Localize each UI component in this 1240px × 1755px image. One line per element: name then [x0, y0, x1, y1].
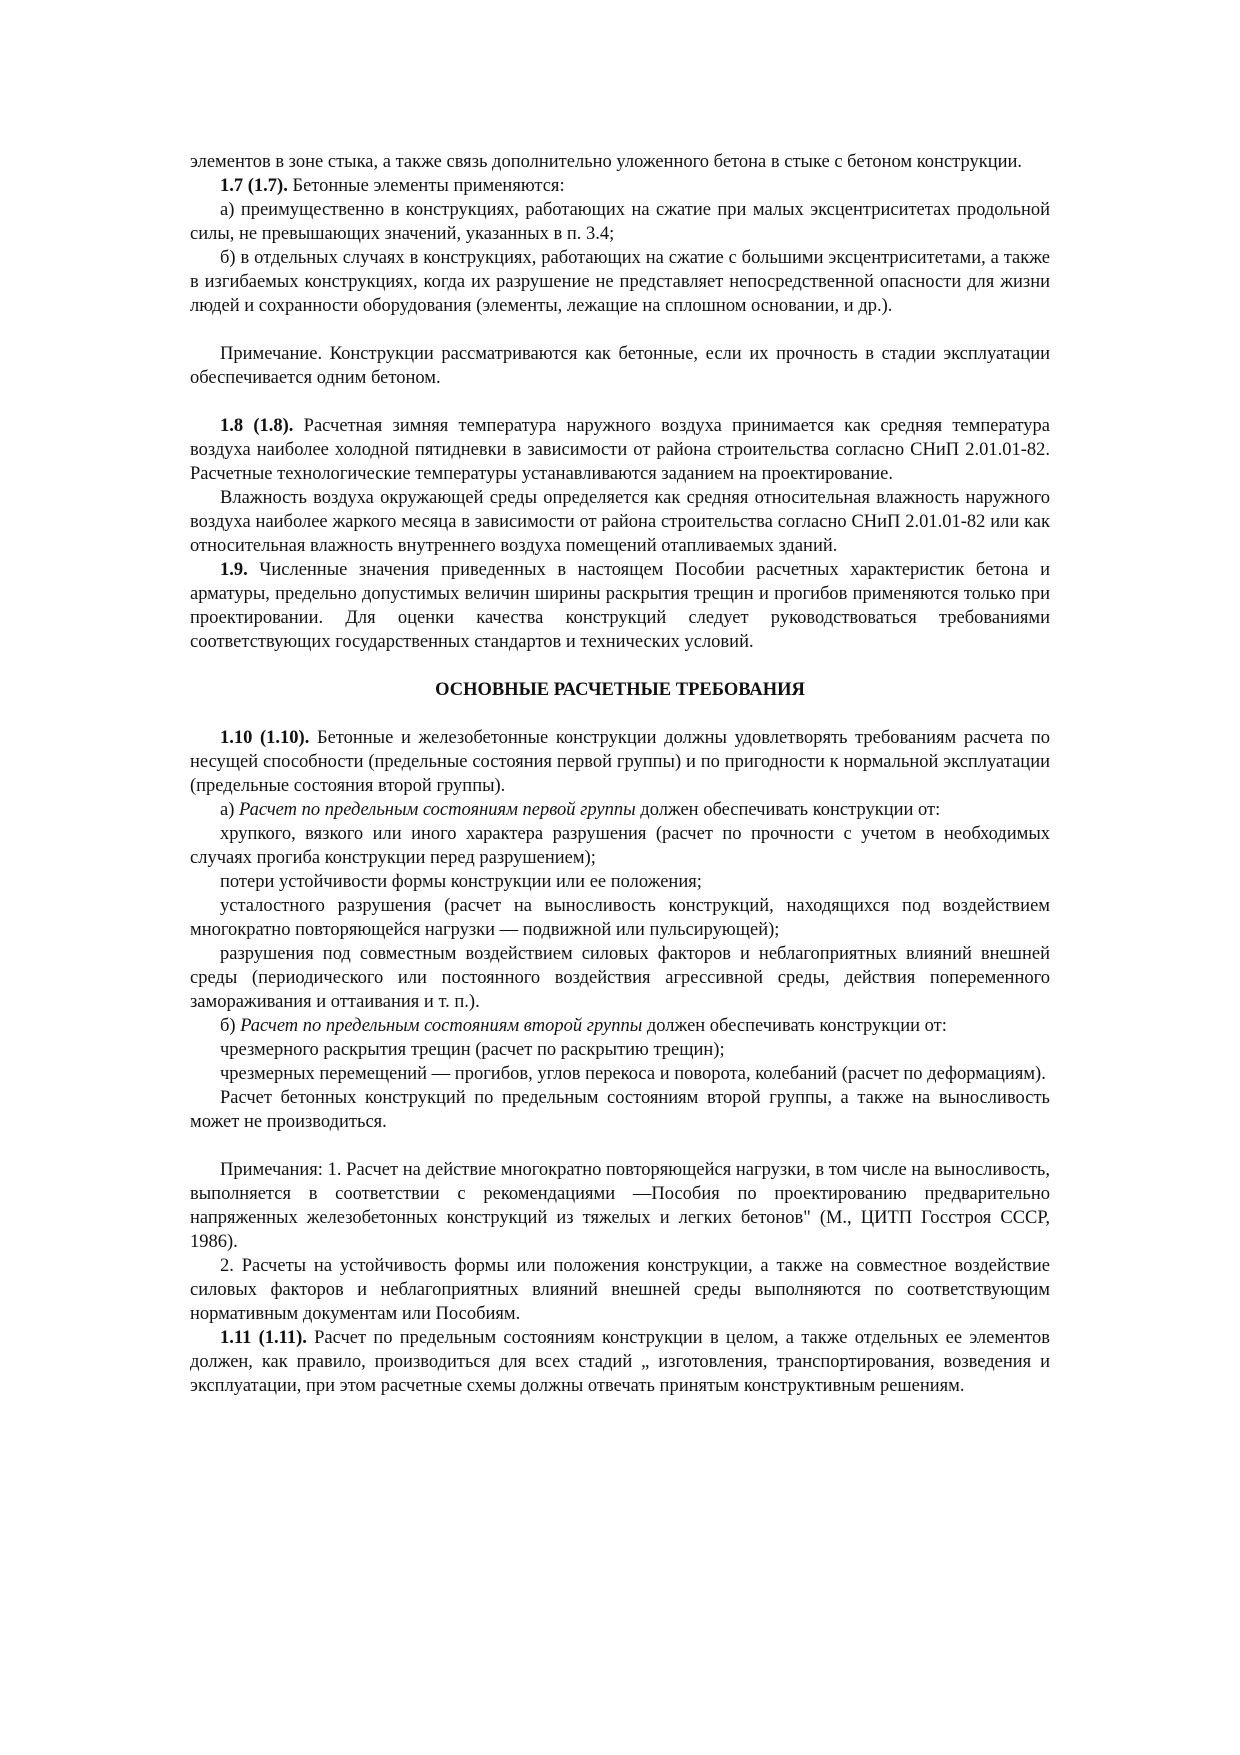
- paragraph-continuation: элементов в зоне стыка, а также связь дополнительно уложенного бетона в стыке с бетоном конструкции.: [190, 152, 1023, 172]
- paragraph-text: Бетонные и железобетонные конструкции должны удовлетворять требованиям расчета по несущей способности (предельные состояния первой группы) и по пригодности к нормальной эксплуатации (предельные состояния второй группы).: [190, 728, 1050, 796]
- clause-number: 1.11 (1.11).: [220, 1328, 307, 1348]
- clause-number: 1.10 (1.10).: [220, 728, 310, 748]
- clause-number: 1.8 (1.8).: [220, 416, 294, 436]
- list-item: разрушения под совместным воздействием силовых факторов и неблагоприятных влияний внешней среды (периодического или постоянного воздействия агрессивной среды, действия попеременного замораживания и оттаивания и т. п.).: [190, 944, 1050, 1012]
- paragraph-text: Численные значения приведенных в настоящем Пособии расчетных характеристик бетона и арматуры, предельно допустимых величин ширины раскрытия трещин и прогибов применяются только при проектировании. Для оценки качества конструкций следует руководствоваться требованиями соответствующих государственных стандартов и технических условий.: [190, 560, 1050, 652]
- list-item: хрупкого, вязкого или иного характера разрушения (расчет по прочности с учетом в необходимых случаях прогиба конструкции перед разрушением);: [190, 824, 1050, 868]
- paragraph-humidity: Влажность воздуха окружающей среды определяется как средняя относительная влажность наружного воздуха наиболее жаркого месяца в зависимости от района строительства согласно СНиП 2.01.01-82 или как относительная влажность внутреннего воздуха помещений отапливаемых зданий.: [190, 488, 1050, 556]
- paragraph-text: Расчетная зимняя температура наружного воздуха принимается как средняя температура воздуха наиболее холодной пятидневки в зависимости от района строительства согласно СНиП 2.01.01-82. Расчетные технологические температуры устанавливаются заданием на проектирование.: [190, 416, 1050, 484]
- clause-number: 1.9.: [220, 560, 248, 580]
- item-prefix: а): [220, 800, 239, 820]
- paragraph-1-9: [190, 558, 1050, 654]
- section-heading: ОСНОВНЫЕ РАСЧЕТНЫЕ ТРЕБОВАНИЯ: [435, 680, 805, 700]
- paragraph-1-8: [190, 414, 1050, 486]
- paragraph-1-10-b: [190, 1014, 1050, 1038]
- paragraph-second-group: Расчет бетонных конструкций по предельным состояниям второй группы, а также на выносливость может не производиться.: [190, 1088, 1050, 1132]
- spacer: [190, 318, 1050, 342]
- list-item: усталостного разрушения (расчет на выносливость конструкций, находящихся под воздействием многократно повторяющейся нагрузки — подвижной или пульсирующей);: [190, 896, 1050, 940]
- paragraph-text: Бетонные элементы применяются:: [287, 176, 565, 196]
- list-item: чрезмерных перемещений — прогибов, углов перекоса и поворота, колебаний (расчет по деформациям).: [220, 1064, 1046, 1084]
- spacer: [190, 654, 1050, 678]
- item-prefix: б): [220, 1016, 241, 1036]
- list-item: потери устойчивости формы конструкции или ее положения;: [220, 872, 702, 892]
- spacer: [190, 702, 1050, 726]
- note-concrete-structures: Примечание. Конструкции рассматриваются как бетонные, если их прочность в стадии эксплуатации обеспечивается одним бетоном.: [190, 344, 1050, 388]
- paragraph-text: Расчет по предельным состояниям конструкции в целом, а также отдельных ее элементов должен, как правило, производиться для всех стадий „ изготовления, транспортирования, возведения и эксплуатации, при этом расчетные схемы должны отвечать принятым конструктивным решениям.: [190, 1328, 1051, 1396]
- document-page: [190, 150, 1050, 1398]
- note-stability: 2. Расчеты на устойчивость формы или положения конструкции, а также на совместное воздействие силовых факторов и неблагоприятных влияний внешней среды выполняются по соответствующим нормативным документам или Пособиям.: [190, 1256, 1050, 1324]
- italic-term: Расчет по предельным состояниям первой группы: [239, 800, 636, 820]
- paragraph-1-7: [190, 174, 1050, 198]
- spacer: [190, 1134, 1050, 1158]
- italic-term: Расчет по предельным состояниям второй группы: [240, 1016, 643, 1036]
- paragraph-1-7-b: б) в отдельных случаях в конструкциях, работающих на сжатие с большими эксцентриситетами, а также в изгибаемых конструкциях, когда их разрушение не представляет непосредственной опасности для жизни людей и сохранности оборудования (элементы, лежащие на сплошном основании, и др.).: [190, 248, 1050, 316]
- note-fatigue: Примечания: 1. Расчет на действие многократно повторяющейся нагрузки, в том числе на выносливость, выполняется в соответствии с рекомендациями —Пособия по проектированию предварительно напряженных железобетонных конструкций из тяжелых и легких бетонов" (М., ЦИТП Госстроя СССР, 1986).: [190, 1160, 1050, 1252]
- list-item: чрезмерного раскрытия трещин (расчет по раскрытию трещин);: [220, 1040, 725, 1060]
- paragraph-text: должен обеспечивать конструкции от:: [635, 800, 941, 820]
- spacer: [190, 390, 1050, 414]
- clause-number: 1.7 (1.7).: [220, 176, 288, 196]
- paragraph-text: должен обеспечивать конструкции от:: [642, 1016, 947, 1036]
- paragraph-1-10-a: [190, 798, 1050, 822]
- paragraph-1-11: [190, 1326, 1050, 1398]
- paragraph-1-7-a: а) преимущественно в конструкциях, работающих на сжатие при малых эксцентриситетах продольной силы, не превышающих значений, указанных в п. 3.4;: [190, 200, 1050, 244]
- paragraph-1-10: [190, 726, 1050, 798]
